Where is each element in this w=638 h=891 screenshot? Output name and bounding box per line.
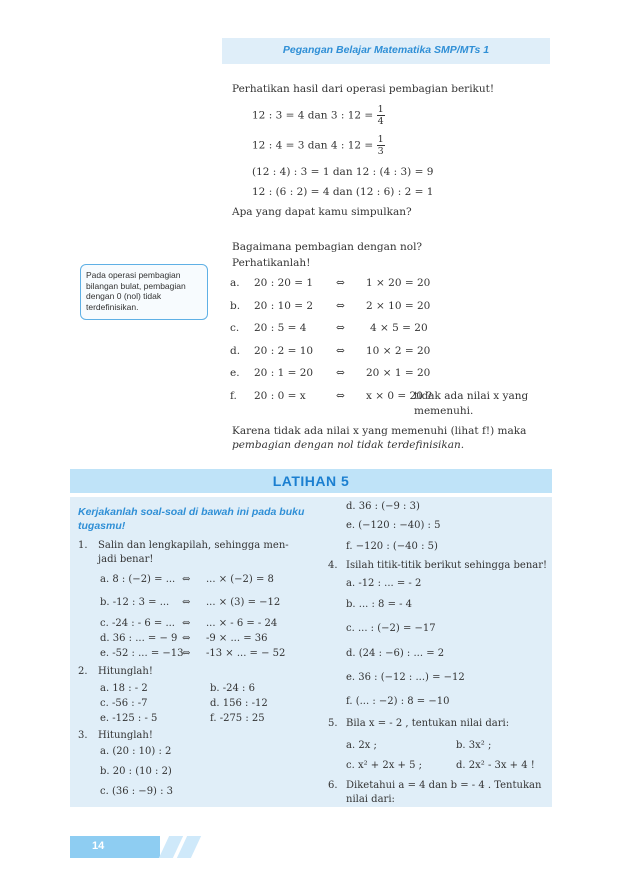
page-number: 14 <box>92 840 105 852</box>
q1-item: ... × (−2) = 8 <box>206 574 274 585</box>
q2-item: f. -275 : 25 <box>210 713 265 724</box>
q1-item: b. -12 : 3 = ... <box>100 597 170 608</box>
q4-item: d. (24 : −6) : ... = 2 <box>346 648 445 659</box>
q5-item: c. x² + 2x + 5 ; <box>346 760 422 771</box>
q1-item: c. -24 : - 6 = ... <box>100 618 175 629</box>
question-text: Bila x = - 2 , tentukan nilai dari: <box>346 718 510 729</box>
q1-item: ... × (3) = −12 <box>206 597 281 608</box>
conclusion-text: Karena tidak ada nilai x yang memenuhi (lihat f!) maka <box>232 425 527 437</box>
q1-item: -13 × ... = − 52 <box>206 648 286 659</box>
question-number: 5. <box>328 718 338 729</box>
question-text: Apa yang dapat kamu simpulkan? <box>232 206 412 218</box>
question-number: 3. <box>78 730 88 741</box>
q4-item: e. 36 : (−12 : ...) = −12 <box>346 672 465 683</box>
question-number: 2. <box>78 666 88 677</box>
q4-item: c. ... : (−2) = −17 <box>346 623 436 634</box>
question-number: 1. <box>78 540 88 551</box>
q2-item: e. -125 : - 5 <box>100 713 158 724</box>
q1-item: a. 8 : (−2) = ... <box>100 574 176 585</box>
equiv-symbol: ⇔ <box>182 648 191 659</box>
equiv-symbol: ⇔ <box>182 597 191 608</box>
side-note-text: Pada operasi pembagian bilangan bulat, pembagian dengan 0 (nol) tidak terdefinisikan. <box>86 270 186 312</box>
equiv-symbol: ⇔ <box>182 574 191 585</box>
q3-item: a. (20 : 10) : 2 <box>100 746 172 757</box>
question-text: Diketahui a = 4 dan b = - 4 . Tentukan <box>346 780 542 791</box>
exercise-instruction: tugasmu! <box>78 520 126 532</box>
q5-item: d. 2x² - 3x + 4 ! <box>456 760 535 771</box>
running-header: Pegangan Belajar Matematika SMP/MTs 1 <box>282 44 490 56</box>
question-text: Hitunglah! <box>98 730 153 741</box>
question-number: 6. <box>328 780 338 791</box>
zero-item-note: memenuhi. <box>414 405 474 417</box>
q2-item: b. -24 : 6 <box>210 683 255 694</box>
fraction: $\frac{1}{3}$ <box>377 134 384 157</box>
q2-item: d. 156 : -12 <box>210 698 268 709</box>
footer-bar <box>70 836 160 858</box>
q1-item: d. 36 : ... = − 9 <box>100 633 178 644</box>
zero-heading: Bagaimana pembagian dengan nol? <box>232 241 423 253</box>
q3-item: e. (−120 : −40) : 5 <box>346 520 441 531</box>
q4-item: b. ... : 8 = - 4 <box>346 599 413 610</box>
fraction: $\frac{1}{4}$ <box>377 104 384 127</box>
q3-item: d. 36 : (−9 : 3) <box>346 501 420 512</box>
question-text: nilai dari: <box>346 794 395 805</box>
intro-text: Perhatikan hasil dari operasi pembagian berikut! <box>232 83 495 95</box>
conclusion-italic: pembagian dengan nol tidak terdefinisikan. <box>232 439 465 451</box>
q3-item: c. (36 : −9) : 3 <box>100 786 174 797</box>
example-line: (12 : 4) : 3 = 1 dan 12 : (4 : 3) = 9 <box>252 166 434 178</box>
q1-item: e. -52 : ... = −13 <box>100 648 184 659</box>
question-text: Salin dan lengkapilah, sehingga men- <box>98 540 289 551</box>
exercise-instruction: Kerjakanlah soal-soal di bawah ini pada buku <box>78 506 305 518</box>
equiv-symbol: ⇔ <box>182 618 191 629</box>
latihan-title: LATIHAN 5 <box>272 473 350 489</box>
question-number: 4. <box>328 560 338 571</box>
example-line: 12 : (6 : 2) = 4 dan (12 : 6) : 2 = 1 <box>252 186 434 198</box>
q2-item: c. -56 : -7 <box>100 698 148 709</box>
equiv-symbol: ⇔ <box>182 633 191 644</box>
q2-item: a. 18 : - 2 <box>100 683 148 694</box>
q5-item: a. 2x ; <box>346 740 377 751</box>
q5-item: b. 3x² ; <box>456 740 492 751</box>
zero-look: Perhatikanlah! <box>232 257 311 269</box>
q4-item: a. -12 : ... = - 2 <box>346 578 422 589</box>
q1-item: -9 × ... = 36 <box>206 633 268 644</box>
question-text: Hitunglah! <box>98 666 153 677</box>
example-line: 12 : 3 = 4 dan 3 : 12 = $\frac{1}{4}$ <box>252 104 384 127</box>
q4-item: f. (... : −2) : 8 = −10 <box>346 696 450 707</box>
question-text: jadi benar! <box>98 554 154 565</box>
q3-item: b. 20 : (10 : 2) <box>100 766 172 777</box>
q1-item: ... × - 6 = - 24 <box>206 618 278 629</box>
question-text: Isilah titik-titik berikut sehingga benar! <box>346 560 548 571</box>
q3-item: f. −120 : (−40 : 5) <box>346 541 438 552</box>
example-line: 12 : 4 = 3 dan 4 : 12 = $\frac{1}{3}$ <box>252 134 384 157</box>
